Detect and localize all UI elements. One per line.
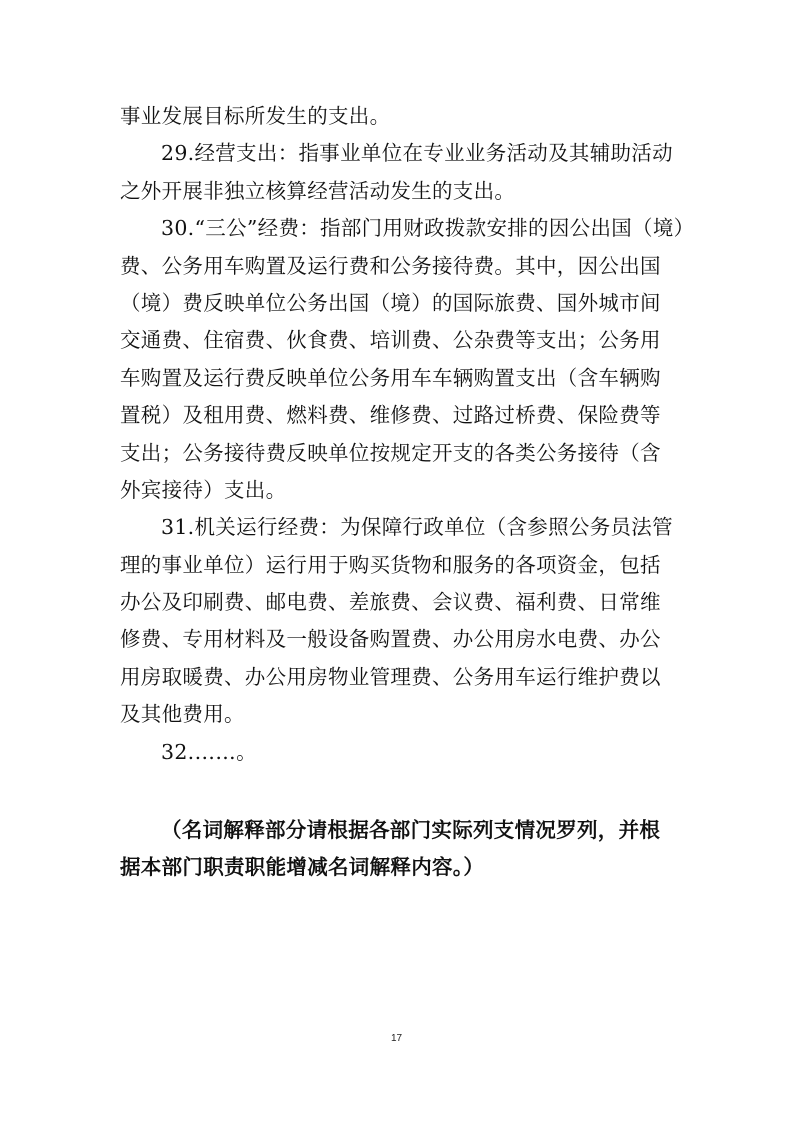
body-line: 之外开展非独立核算经营活动发生的支出。: [120, 178, 516, 203]
body-line: 置税）及租用费、燃料费、维修费、过路过桥费、保险费等: [120, 403, 661, 428]
body-line: 费、公务用车购置及运行费和公务接待费。其中，因公出国: [120, 253, 661, 278]
body-line: 29.经营支出：指事业单位在专业业务活动及其辅助活动: [161, 141, 673, 166]
body-line: 30.“三公”经费：指部门用财政拨款安排的因公出国（境）: [161, 216, 695, 241]
body-line: 外宾接待）支出。: [120, 477, 287, 502]
body-text: [120, 98, 695, 771]
body-line: 支出；公务接待费反映单位按规定开支的各类公务接待（含: [120, 440, 661, 465]
body-line: 理的事业单位）运行用于购买货物和服务的各项资金，包括: [120, 552, 661, 577]
editorial-note: [120, 812, 690, 887]
body-line: 办公及印刷费、邮电费、差旅费、会议费、福利费、日常维: [120, 590, 661, 615]
body-line: 用房取暖费、办公用房物业管理费、公务用车运行维护费以: [120, 664, 661, 689]
page-number: 17: [390, 1033, 403, 1044]
body-line: 及其他费用。: [120, 702, 245, 727]
body-line: 31.机关运行经费：为保障行政单位（含参照公务员法管: [161, 515, 673, 540]
note-line: 据本部门职责职能增减名词解释内容。）: [120, 855, 485, 880]
body-line: 交通费、住宿费、伙食费、培训费、公杂费等支出；公务用: [120, 328, 661, 353]
body-line: 修费、专用材料及一般设备购置费、办公用房水电费、办公: [120, 627, 661, 652]
body-line: 事业发展目标所发生的支出。: [120, 104, 391, 128]
note-line: （名词解释部分请根据各部门实际列支情况罗列，并根: [161, 818, 661, 842]
body-line: 车购置及运行费反映单位公务用车车辆购置支出（含车辆购: [120, 365, 661, 390]
body-line: （境）费反映单位公务出国（境）的国际旅费、国外城市间: [120, 290, 661, 315]
body-line: 32.……。: [161, 739, 257, 764]
